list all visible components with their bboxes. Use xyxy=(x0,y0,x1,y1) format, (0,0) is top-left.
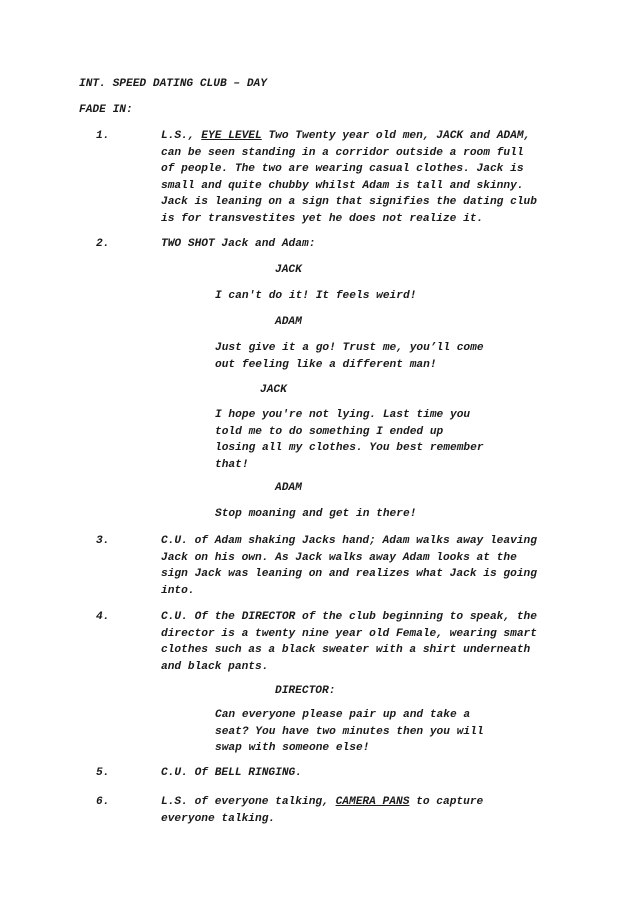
shot-line: everyone talking. xyxy=(161,812,276,825)
shot-line: can be seen standing in a corridor outside a room full xyxy=(161,146,524,159)
shot-number: 4. xyxy=(96,611,110,623)
dialogue-line: swap with someone else! xyxy=(215,742,370,755)
dialogue-line: losing all my clothes. You best remember xyxy=(215,442,484,455)
camera-direction: EYE LEVEL xyxy=(201,130,262,142)
shot-line: is for transvestites yet he does not realize it. xyxy=(161,212,484,225)
shot-line: director is a twenty nine year old Female, wearing smart xyxy=(161,627,537,640)
shot-number: 1. xyxy=(96,130,110,142)
shot-text: Two Twenty year old men, JACK and ADAM, xyxy=(261,130,531,142)
shot-text: to capture xyxy=(409,796,484,808)
shot-description xyxy=(161,533,537,599)
shot-line: C.U. Of the DIRECTOR of the club beginning to speak, the xyxy=(161,611,537,623)
shot-line: and black pants. xyxy=(161,660,269,673)
shot-line: small and quite chubby whilst Adam is tall and skinny. xyxy=(161,179,524,192)
shot-line: clothes such as a black sweater with a shirt underneath xyxy=(161,644,531,657)
character-name: DIRECTOR: xyxy=(275,685,336,697)
character-name: JACK xyxy=(260,384,287,396)
dialogue-text xyxy=(215,407,484,473)
shot-number: 6. xyxy=(96,796,110,808)
shot-line: C.U. Of BELL RINGING. xyxy=(161,767,302,779)
dialogue-text xyxy=(215,707,484,757)
dialogue-line: Can everyone please pair up and take a xyxy=(215,709,471,721)
character-name: ADAM xyxy=(275,316,302,328)
shot-line: into. xyxy=(161,584,195,597)
dialogue-text xyxy=(215,340,484,373)
shot-line: Jack is leaning on a sign that signifies the dating club xyxy=(161,196,537,209)
dialogue-line: I can't do it! It feels weird! xyxy=(215,290,417,302)
transition: FADE IN: xyxy=(79,104,133,116)
shot-number: 2. xyxy=(96,238,110,250)
shot-description xyxy=(161,128,537,228)
camera-direction: CAMERA PANS xyxy=(335,796,410,808)
shot-description xyxy=(161,794,483,827)
dialogue-line: out feeling like a different man! xyxy=(215,358,437,371)
shot-line xyxy=(161,794,483,811)
dialogue-text xyxy=(215,288,416,305)
dialogue-line: Stop moaning and get in there! xyxy=(215,508,417,520)
dialogue-line: I hope you're not lying. Last time you xyxy=(215,409,471,421)
shot-line: Jack on his own. As Jack walks away Adam looks at the xyxy=(161,551,517,564)
dialogue-line: told me to do something I ended up xyxy=(215,425,444,438)
dialogue-line: Just give it a go! Trust me, you’ll come xyxy=(215,342,484,354)
shot-line: of people. The two are wearing casual clothes. Jack is xyxy=(161,163,524,176)
dialogue-text xyxy=(215,506,416,523)
shot-text: L.S. of everyone talking, xyxy=(161,796,336,808)
shot-line: TWO SHOT Jack and Adam: xyxy=(161,238,316,250)
shot-line: C.U. of Adam shaking Jacks hand; Adam walks away leaving xyxy=(161,535,537,547)
shot-number: 3. xyxy=(96,535,110,547)
shot-line xyxy=(161,128,537,145)
character-name: JACK xyxy=(275,264,302,276)
dialogue-line: seat? You have two minutes then you will xyxy=(215,725,484,738)
dialogue-line: that! xyxy=(215,458,249,471)
shot-description xyxy=(161,609,537,675)
shot-text: L.S., xyxy=(161,130,202,142)
scene-heading: INT. SPEED DATING CLUB – DAY xyxy=(79,78,267,90)
shot-number: 5. xyxy=(96,767,110,779)
shot-line: sign Jack was leaning on and realizes what Jack is going xyxy=(161,568,537,581)
character-name: ADAM xyxy=(275,482,302,494)
